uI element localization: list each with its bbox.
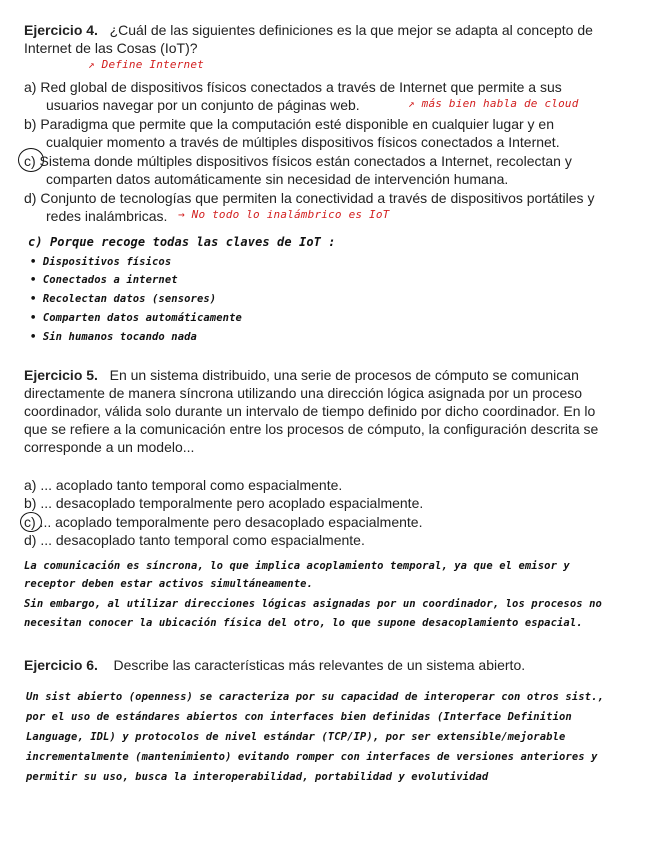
ex4-option-d-line1: d) Conjunto de tecnologías que permiten la conectividad a través de dispositivos portátiles y: [24, 190, 595, 206]
ex4-option-a-line1: a) Red global de dispositivos físicos conectados a través de Internet que permite a sus: [24, 79, 562, 95]
ex4-question-line2: Internet de las Cosas (IoT)?: [24, 40, 198, 56]
ex5-answer-line1: La comunicación es síncrona, lo que implica acoplamiento temporal, ya que el emisor y: [24, 560, 570, 572]
ex5-paragraph-line5: corresponde a un modelo...: [24, 439, 195, 455]
ex5-option-d: d) ... desacoplado tanto temporal como espacialmente.: [24, 532, 365, 548]
ex4-option-b-line2: cualquier momento a través de múltiples dispositivos físicos conectados a Internet.: [46, 134, 560, 150]
ex5-paragraph-line3: coordinador, válida solo durante un intervalo de tiempo definido por dicho coordinador. En lo: [24, 403, 596, 419]
ex4-answer-heading: c) Porque recoge todas las claves de IoT :: [28, 235, 336, 249]
ex4-option-d-line2: redes inalámbricas.: [46, 208, 168, 224]
ex5-paragraph-line1: Ejercicio 5. En un sistema distribuido, una serie de procesos de cómputo se comunican: [24, 367, 579, 383]
ex5-option-b: b) ... desacoplado temporalmente pero acoplado espacialmente.: [24, 495, 424, 511]
ex5-paragraph-line4: que se refiere a la comunicación entre los procesos de cómputo, la configuración descrita se: [24, 421, 599, 437]
ex5-answer-line4: necesitan conocer la ubicación física del otro, lo que supone desacoplamiento espacial.: [24, 617, 583, 629]
ex5-answer-line2: receptor deben estar activos simultáneamente.: [24, 578, 313, 590]
ex4-option-a-line2: usuarios navegar por un conjunto de páginas web.: [46, 97, 360, 113]
ex6-answer-line5: permitir su uso, busca la interoperabilidad, portabilidad y evolutividad: [26, 771, 489, 783]
ex5-paragraph-line2: directamente de manera síncrona utilizando una dirección lógica asignada por un proceso: [24, 385, 583, 401]
ex4-bullet: • Sin humanos tocando nada: [30, 331, 197, 343]
ex4-option-c-line2: comparten datos automáticamente sin necesidad de intervención humana.: [46, 171, 509, 187]
ex4-title: Ejercicio 4.: [24, 22, 98, 38]
ex4-note-option-a: ↗ más bien habla de cloud: [408, 97, 579, 110]
ex4-option-b-line1: b) Paradigma que permite que la computación esté disponible en cualquier lugar y en: [24, 116, 554, 132]
ex5-option-c: c) ... acoplado temporalmente pero desacoplado espacialmente.: [24, 514, 423, 530]
ex4-bullet: • Dispositivos físicos: [30, 256, 172, 268]
ex5-option-a: a) ... acoplado tanto temporal como espacialmente.: [24, 477, 343, 493]
ex6-answer-line3: Language, IDL) y protocolos de nivel estándar (TCP/IP), por ser extensible/mejorable: [26, 731, 566, 743]
ex4-bullet: • Comparten datos automáticamente: [30, 312, 242, 324]
ex6-title: Ejercicio 6.: [24, 657, 98, 673]
ex6-answer-line4: incrementalmente (mantenimiento) evitando romper con interfaces de versiones anteriores y: [26, 751, 598, 763]
ex4-note-option-d: → No todo lo inalámbrico es IoT: [178, 208, 390, 221]
ex4-note-define-internet: ↗ Define Internet: [88, 58, 204, 71]
ex4-option-c-line1: c) Sistema donde múltiples dispositivos físicos están conectados a Internet, recolectan y: [24, 153, 572, 169]
ex6-question: Ejercicio 6. Describe las características más relevantes de un sistema abierto.: [24, 657, 526, 673]
ex4-bullet: • Recolectan datos (sensores): [30, 293, 217, 305]
ex5-answer-line3: Sin embargo, al utilizar direcciones lógicas asignadas por un coordinador, los procesos no: [24, 598, 602, 610]
ex4-bullet: • Conectados a internet: [30, 274, 178, 286]
ex6-answer-line2: por el uso de estándares abiertos con interfaces bien definidas (Interface Definition: [26, 711, 572, 723]
ex5-title: Ejercicio 5.: [24, 367, 98, 383]
ex4-question-line1: Ejercicio 4. ¿Cuál de las siguientes definiciones es la que mejor se adapta al concepto de: [24, 22, 593, 38]
ex6-answer-line1: Un sist abierto (openness) se caracteriza por su capacidad de interoperar con otros sist.,: [26, 691, 604, 703]
